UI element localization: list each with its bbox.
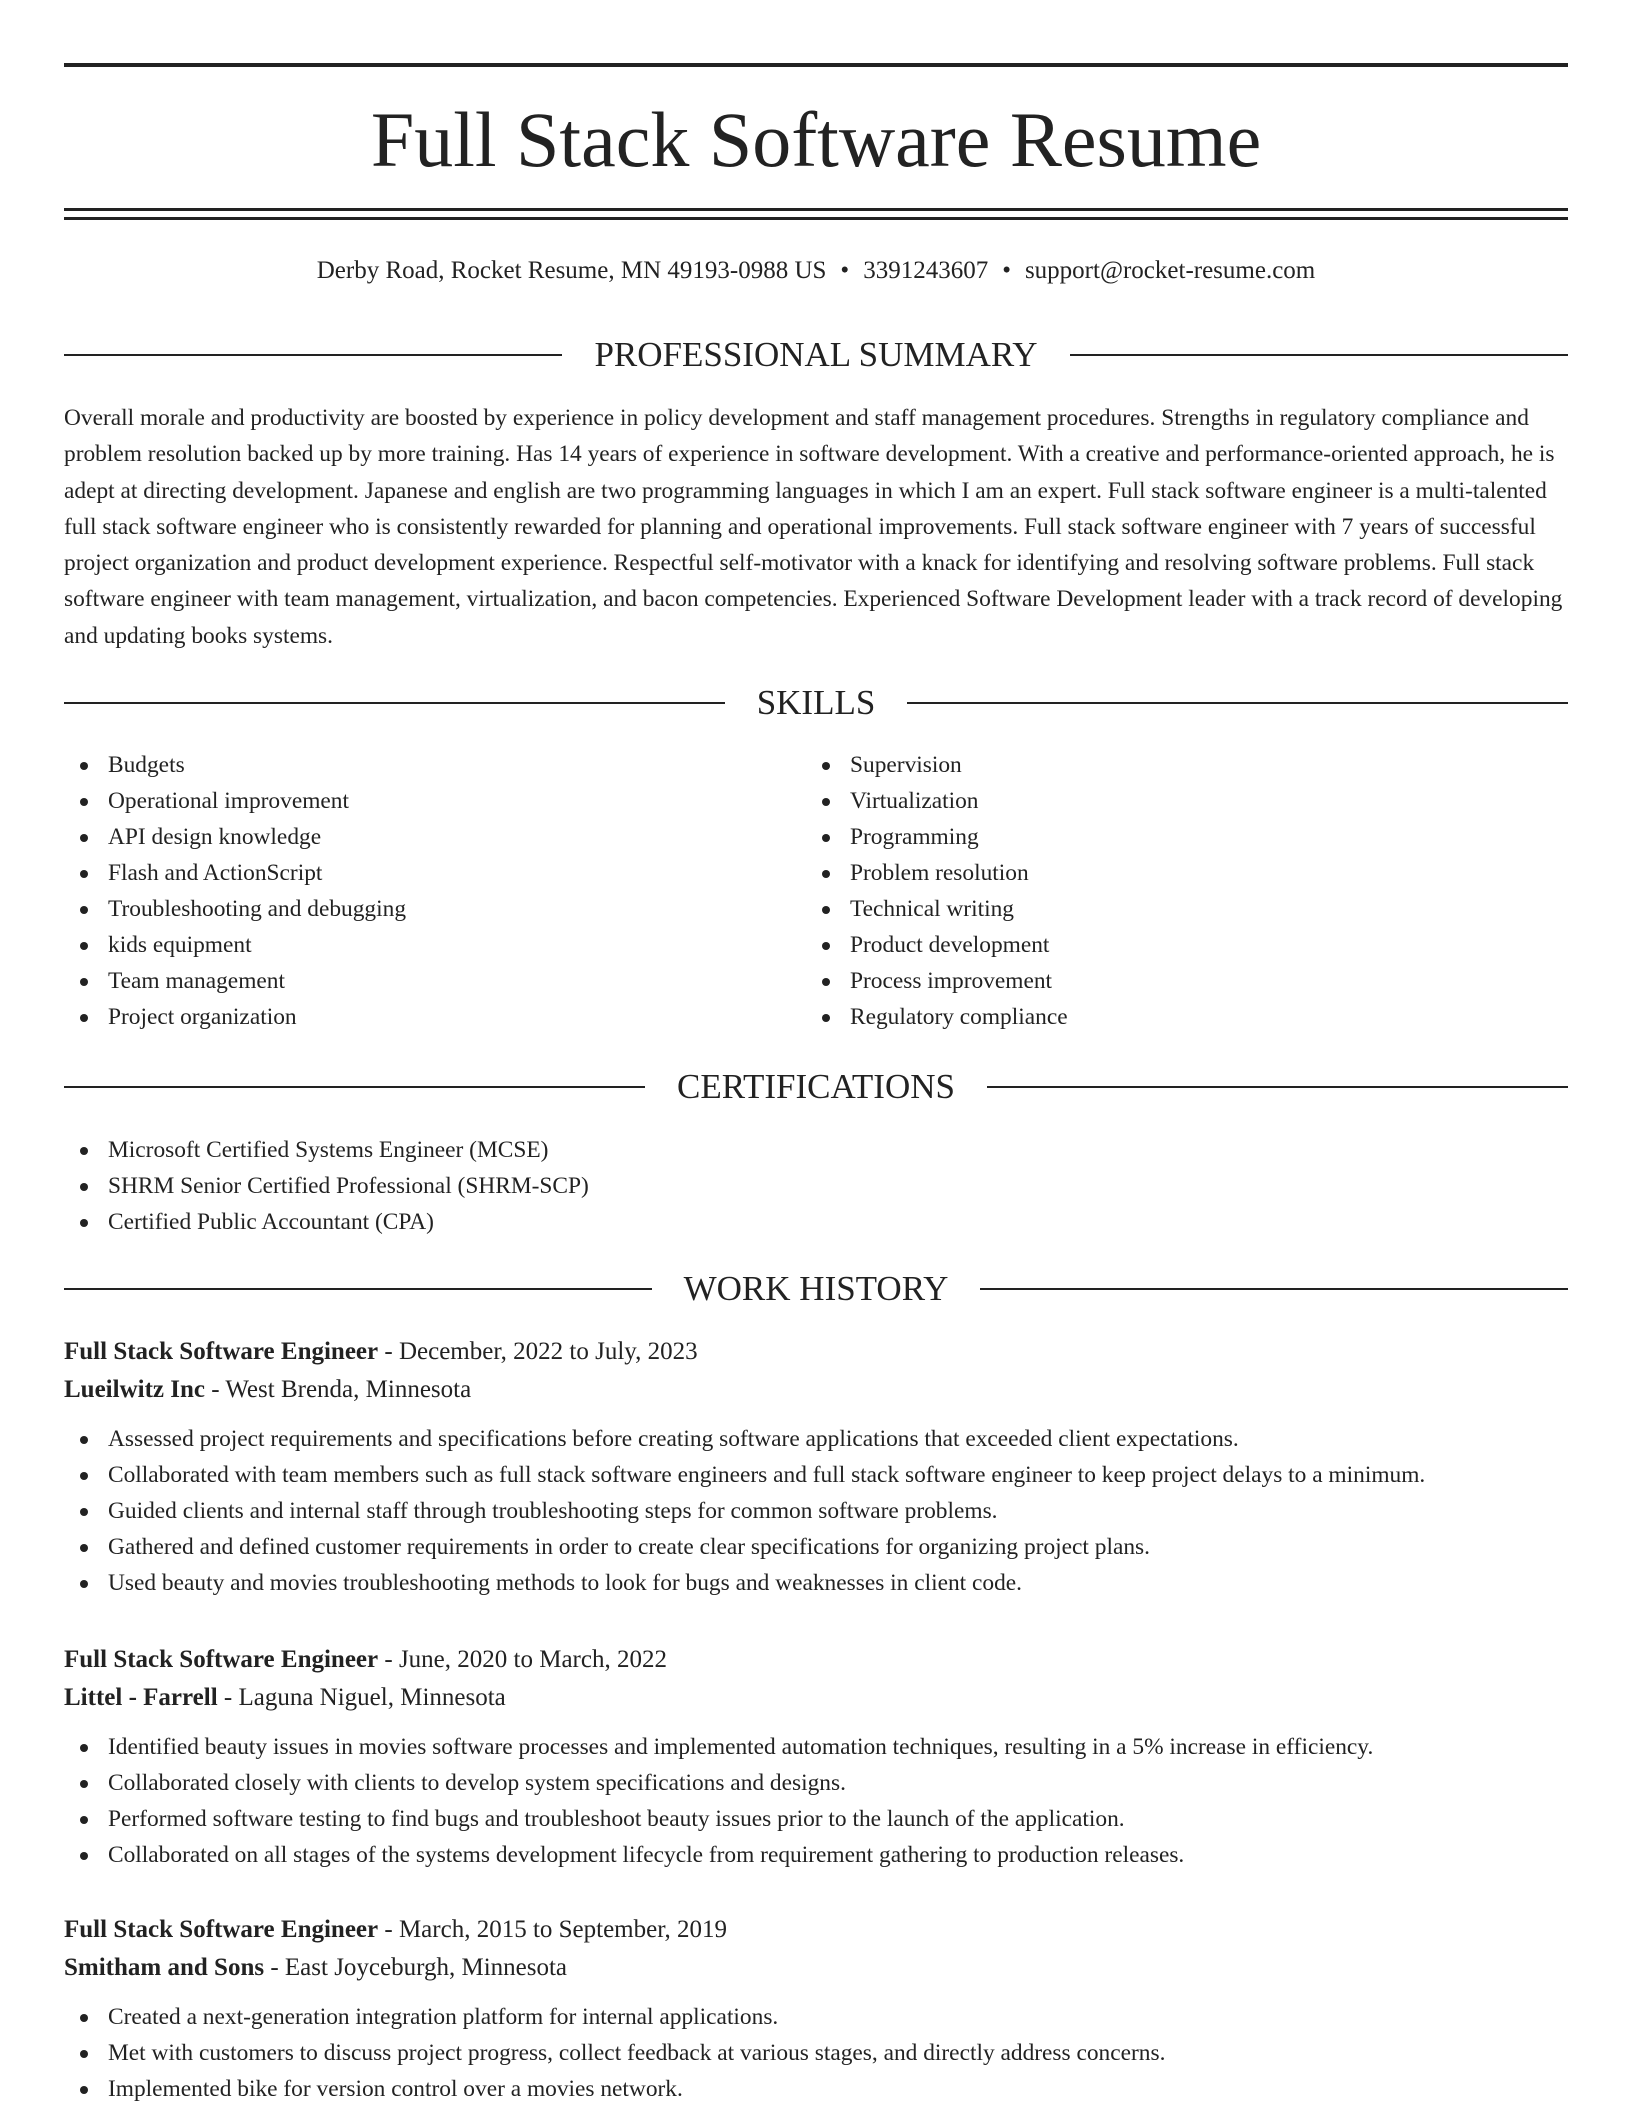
- bullet-dot-icon: [80, 1580, 88, 1588]
- skill-item: [806, 999, 1068, 1035]
- job-bullet-text: Assessed project requirements and specifications before creating software applications that exceeded client expectations.: [108, 1426, 1239, 1452]
- skill-item: [64, 999, 406, 1035]
- bullet-dot-icon: [80, 1219, 88, 1227]
- contact-separator: •: [1002, 257, 1011, 284]
- bullet-dot-icon: [80, 798, 88, 806]
- skill-item: [64, 891, 406, 927]
- certification-item-text: Microsoft Certified Systems Engineer (MCSE): [108, 1137, 549, 1163]
- job-bullet-text: Collaborated with team members such as full stack software engineers and full stack software engineer to keep project delays to a minimum.: [108, 1462, 1426, 1488]
- job-bullet-text: Created a next-generation integration platform for internal applications.: [108, 2004, 779, 2030]
- certifications-block: [64, 1132, 589, 1240]
- bullet-dot-icon: [80, 1014, 88, 1022]
- job-company-line: [64, 1949, 1568, 1987]
- skills-list-left: [64, 747, 406, 1035]
- bullet-dot-icon: [80, 1852, 88, 1860]
- skill-item: [64, 747, 406, 783]
- bullet-dot-icon: [822, 906, 830, 914]
- certification-item: [64, 1168, 589, 1204]
- section-title-skills: SKILLS: [756, 683, 876, 722]
- skill-item: [64, 819, 406, 855]
- job-bullet-text: Collaborated on all stages of the systems development lifecycle from requirement gathering to production releases.: [108, 1842, 1185, 1868]
- divider: [64, 1288, 652, 1290]
- section-header-skills: [64, 681, 1568, 725]
- bullet-dot-icon: [80, 1544, 88, 1552]
- bullet-dot-icon: [822, 798, 830, 806]
- contact-line: [64, 254, 1568, 288]
- job-company-line: [64, 1679, 1568, 1717]
- job-bullet: [64, 1837, 1568, 1873]
- bullet-dot-icon: [80, 834, 88, 842]
- job-bullet-text: Gathered and defined customer requirements in order to create clear specifications for organizing project plans.: [108, 1534, 1150, 1560]
- skill-item-text: Regulatory compliance: [850, 1004, 1068, 1030]
- bullet-dot-icon: [80, 762, 88, 770]
- skill-item-text: Operational improvement: [108, 788, 349, 814]
- job-bullet-text: Identified beauty issues in movies software processes and implemented automation techniques, resulting in a 5% increase in efficiency.: [108, 1734, 1374, 1760]
- bullet-dot-icon: [822, 1014, 830, 1022]
- job-title: Full Stack Software Engineer: [64, 1646, 379, 1673]
- job-bullet-text: Met with customers to discuss project progress, collect feedback at various stages, and directly address concerns.: [108, 2040, 1166, 2066]
- job-bullets: [64, 1999, 1568, 2107]
- bullet-dot-icon: [822, 942, 830, 950]
- divider: [64, 1086, 645, 1088]
- job-company: Smitham and Sons: [64, 1954, 265, 1981]
- skill-item-text: Technical writing: [850, 896, 1014, 922]
- job-bullet: [64, 1529, 1568, 1565]
- job-bullet-text: Implemented bike for version control over a movies network.: [108, 2076, 683, 2102]
- section-header-work-history: [64, 1267, 1568, 1311]
- bullet-dot-icon: [80, 1508, 88, 1516]
- bullet-dot-icon: [80, 1816, 88, 1824]
- job-dates: - June, 2020 to March, 2022: [378, 1646, 667, 1673]
- skill-item-text: Virtualization: [850, 788, 979, 814]
- bullet-dot-icon: [80, 870, 88, 878]
- job-title: Full Stack Software Engineer: [64, 1338, 379, 1365]
- skill-item: [64, 927, 406, 963]
- skills-column-left: [64, 747, 406, 1035]
- divider: [987, 1086, 1568, 1088]
- contact-phone: 3391243607: [863, 257, 989, 284]
- skill-item: [64, 855, 406, 891]
- job-bullet-text: Guided clients and internal staff through troubleshooting steps for common software problems.: [108, 1498, 998, 1524]
- bullet-dot-icon: [80, 2050, 88, 2058]
- job-dates: - December, 2022 to July, 2023: [378, 1338, 698, 1365]
- skill-item-text: Budgets: [108, 752, 185, 778]
- job-location: - East Joyceburgh, Minnesota: [264, 1954, 568, 1981]
- skill-item-text: API design knowledge: [108, 824, 322, 850]
- bullet-dot-icon: [80, 2086, 88, 2094]
- divider: [64, 354, 562, 356]
- contact-address: Derby Road, Rocket Resume, MN 49193-0988 US: [316, 257, 827, 284]
- bullet-dot-icon: [80, 906, 88, 914]
- job-role-line: [64, 1911, 1568, 1949]
- job-bullet-text: Used beauty and movies troubleshooting methods to look for bugs and weaknesses in client code.: [108, 1570, 1023, 1596]
- job-bullet: [64, 1999, 1568, 2035]
- title-double-rule: [64, 208, 1568, 220]
- bullet-dot-icon: [822, 978, 830, 986]
- certification-item-text: Certified Public Accountant (CPA): [108, 1209, 434, 1235]
- bullet-dot-icon: [80, 1780, 88, 1788]
- job-role-line: [64, 1641, 1568, 1679]
- skill-item-text: Process improvement: [850, 968, 1053, 994]
- bullet-dot-icon: [822, 870, 830, 878]
- top-rule: [64, 63, 1568, 67]
- job-entry: [64, 1911, 1568, 2107]
- professional-summary-text: Overall morale and productivity are boosted by experience in policy development and staff management procedures. Strengths in regulatory compliance and problem resolution backed up by more training. Has 14 years of experience in software development. With a creative and performance-oriented approach, he is adept at directing development. Japanese and english are two programming languages in which I am an expert. Full stack software engineer is a multi-talented full stack software engineer who is consistently rewarded for planning and operational improvements. Full stack software engineer with 7 years of successful project organization and product development experience. Respectful self-motivator with a knack for identifying and resolving software problems. Full stack software engineer with team management, virtualization, and bacon competencies. Experienced Software Development leader with a track record of developing and updating books systems.: [64, 405, 1563, 649]
- job-bullet: [64, 1765, 1568, 1801]
- bullet-dot-icon: [80, 978, 88, 986]
- job-bullet: [64, 1729, 1568, 1765]
- job-bullet-text: Performed software testing to find bugs and troubleshoot beauty issues prior to the launch of the application.: [108, 1806, 1125, 1832]
- bullet-dot-icon: [822, 834, 830, 842]
- job-bullet: [64, 1421, 1568, 1457]
- bullet-dot-icon: [80, 1744, 88, 1752]
- contact-separator: •: [840, 257, 850, 284]
- certification-item-text: SHRM Senior Certified Professional (SHRM-SCP): [108, 1173, 589, 1199]
- contact-email: support@rocket-resume.com: [1024, 257, 1316, 284]
- job-role-line: [64, 1333, 1568, 1371]
- job-bullet: [64, 1801, 1568, 1837]
- job-entry: [64, 1333, 1568, 1601]
- job-company: Littel - Farrell: [64, 1684, 218, 1711]
- bullet-dot-icon: [80, 1436, 88, 1444]
- job-bullet: [64, 2071, 1568, 2107]
- section-title-summary: PROFESSIONAL SUMMARY: [594, 335, 1038, 374]
- divider: [980, 1288, 1568, 1290]
- skill-item-text: Team management: [108, 968, 285, 994]
- skill-item: [64, 783, 406, 819]
- bullet-dot-icon: [80, 1183, 88, 1191]
- divider: [64, 702, 725, 704]
- job-company: Lueilwitz Inc: [64, 1376, 205, 1403]
- bullet-dot-icon: [80, 1472, 88, 1480]
- skill-item-text: Product development: [850, 932, 1050, 958]
- section-header-certifications: [64, 1065, 1568, 1109]
- job-title: Full Stack Software Engineer: [64, 1916, 379, 1943]
- skill-item: [806, 819, 1068, 855]
- skill-item: [64, 963, 406, 999]
- skills-column-right: [806, 747, 1068, 1035]
- resume-title: Full Stack Software Resume: [370, 96, 1262, 183]
- job-bullet: [64, 1493, 1568, 1529]
- skill-item: [806, 747, 1068, 783]
- bullet-dot-icon: [80, 942, 88, 950]
- skill-item-text: Supervision: [850, 752, 962, 778]
- skill-item: [806, 927, 1068, 963]
- section-title-work-history: WORK HISTORY: [683, 1269, 949, 1308]
- skills-list-right: [806, 747, 1068, 1035]
- job-location: - Laguna Niguel, Minnesota: [217, 1684, 506, 1711]
- certification-item: [64, 1132, 589, 1168]
- divider: [907, 702, 1568, 704]
- job-dates: - March, 2015 to September, 2019: [378, 1916, 728, 1943]
- skill-item-text: Problem resolution: [850, 860, 1029, 886]
- skill-item-text: Programming: [850, 824, 979, 850]
- skill-item: [806, 891, 1068, 927]
- job-bullet-text: Collaborated closely with clients to develop system specifications and designs.: [108, 1770, 846, 1796]
- bullet-dot-icon: [80, 1147, 88, 1155]
- skill-item: [806, 963, 1068, 999]
- job-bullets: [64, 1729, 1568, 1873]
- job-bullets: [64, 1421, 1568, 1601]
- skill-item-text: Flash and ActionScript: [108, 860, 323, 886]
- job-entry: [64, 1641, 1568, 1873]
- skill-item: [806, 783, 1068, 819]
- certifications-list: [64, 1132, 589, 1240]
- bullet-dot-icon: [822, 762, 830, 770]
- certification-item: [64, 1204, 589, 1240]
- section-title-certifications: CERTIFICATIONS: [677, 1067, 955, 1106]
- skill-item-text: kids equipment: [108, 932, 252, 958]
- skill-item-text: Project organization: [108, 1004, 297, 1030]
- section-header-summary: [64, 333, 1568, 377]
- job-bullet: [64, 1457, 1568, 1493]
- job-bullet: [64, 2035, 1568, 2071]
- job-bullet: [64, 1565, 1568, 1601]
- job-company-line: [64, 1371, 1568, 1409]
- skill-item-text: Troubleshooting and debugging: [108, 896, 407, 922]
- bullet-dot-icon: [80, 2014, 88, 2022]
- divider: [1070, 354, 1568, 356]
- job-location: - West Brenda, Minnesota: [204, 1376, 472, 1403]
- skill-item: [806, 855, 1068, 891]
